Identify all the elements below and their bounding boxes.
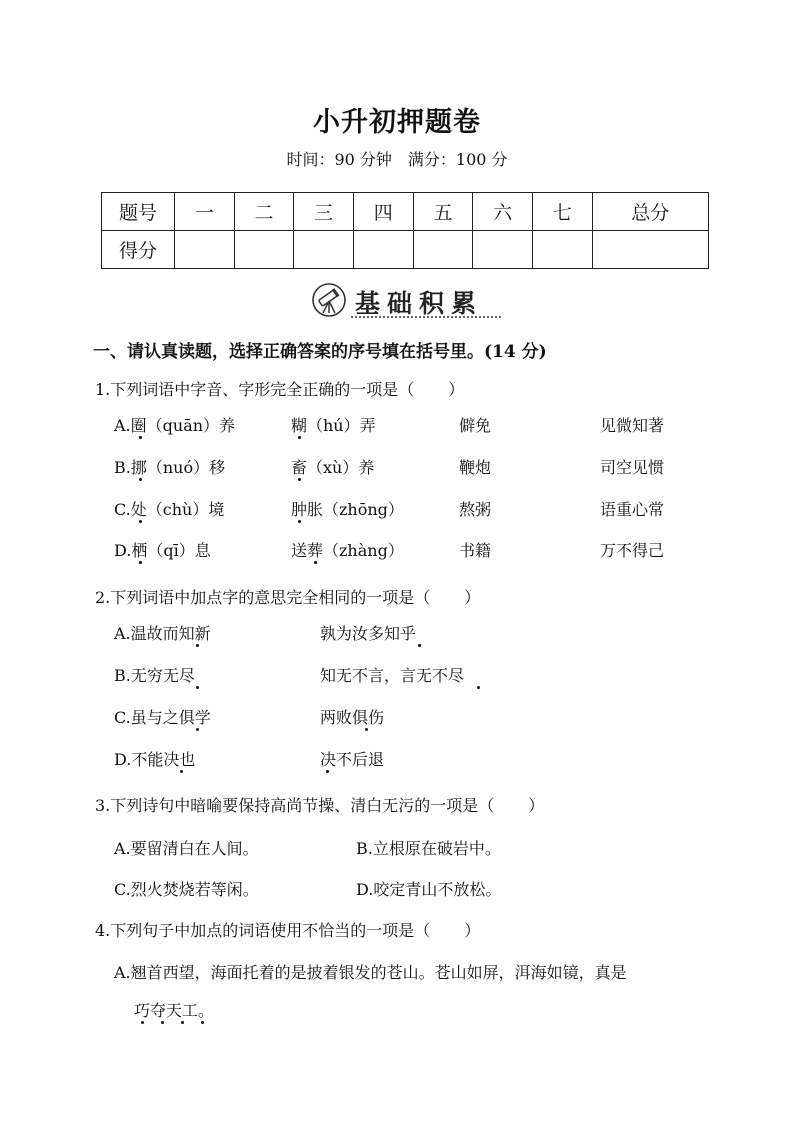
q2-option-c-compare: 两败俱伤 xyxy=(320,708,385,727)
telescope-icon xyxy=(311,282,347,318)
q2-option-d-compare: 决不后退 xyxy=(320,750,385,769)
emphasis-dot xyxy=(139,520,142,523)
score-cell[interactable] xyxy=(592,231,708,269)
emphasis-dot xyxy=(201,1021,204,1024)
q1-option-b-word2: 畜（xù）养 xyxy=(291,458,375,477)
emphasis-dot xyxy=(196,686,199,689)
score-table xyxy=(101,192,709,269)
q1-option-b[interactable]: B.挪（nuó）移 xyxy=(114,458,226,477)
emphasis-dot xyxy=(180,770,183,773)
question-3-stem: 3.下列诗句中暗喻要保持高尚节操、清白无污的一项是（ ） xyxy=(95,796,545,815)
emphasis-dot xyxy=(477,686,480,689)
emphasis-dot xyxy=(139,561,142,564)
column-header: 二 xyxy=(234,193,294,231)
q1-option-d-word2: 送葬（zhàng） xyxy=(291,541,404,560)
part-heading: 一、请认真读题，选择正确答案的序号填在括号里。(14 分) xyxy=(93,342,547,362)
q1-option-d[interactable]: D.栖（qī）息 xyxy=(114,541,211,560)
q1-option-a-word2: 糊（hú）弄 xyxy=(291,416,376,435)
emphasis-dot xyxy=(418,644,421,647)
q1-option-b-word4: 司空见惯 xyxy=(600,458,665,477)
emphasis-dot xyxy=(326,770,329,773)
q3-option-d[interactable]: D.咬定青山不放松。 xyxy=(356,880,502,899)
column-header: 三 xyxy=(294,193,354,231)
section-title: 基础积累 xyxy=(355,289,484,318)
score-table-score-row xyxy=(102,231,709,269)
q1-option-c-word4: 语重心常 xyxy=(600,500,665,519)
q1-option-d-word4: 万不得己 xyxy=(600,541,665,560)
score-cell[interactable] xyxy=(532,231,592,269)
score-cell[interactable] xyxy=(294,231,354,269)
q1-option-a-word4: 见微知著 xyxy=(600,416,665,435)
score-table-header-row xyxy=(102,193,709,231)
column-header: 一 xyxy=(175,193,235,231)
section-divider xyxy=(351,316,501,318)
emphasis-dot xyxy=(196,644,199,647)
column-header: 七 xyxy=(532,193,592,231)
q1-option-a-word3: 僻免 xyxy=(459,416,492,435)
emphasis-dot xyxy=(298,520,301,523)
q2-option-c[interactable]: C.虽与之俱学 xyxy=(114,708,211,727)
score-cell[interactable] xyxy=(234,231,294,269)
emphasis-dot xyxy=(141,1021,144,1024)
q1-option-d-word3: 书籍 xyxy=(459,541,492,560)
emphasis-dot xyxy=(196,728,199,731)
emphasis-dot xyxy=(365,728,368,731)
column-header: 六 xyxy=(473,193,533,231)
score-cell[interactable] xyxy=(413,231,473,269)
score-cell[interactable] xyxy=(175,231,235,269)
q2-option-d[interactable]: D.不能决也 xyxy=(114,750,196,769)
question-4-stem: 4.下列句子中加点的词语使用不恰当的一项是（ ） xyxy=(95,921,481,940)
score-cell[interactable] xyxy=(473,231,533,269)
q1-option-c-word3: 熬粥 xyxy=(459,500,492,519)
q2-option-b[interactable]: B.无穷无尽 xyxy=(114,666,195,685)
q3-option-a[interactable]: A.要留清白在人间。 xyxy=(114,839,259,858)
q1-option-a[interactable]: A.圈（quān）养 xyxy=(114,416,236,435)
row-label-score: 得分 xyxy=(102,231,175,269)
question-1-stem: 1.下列词语中字音、字形完全正确的一项是（ ） xyxy=(95,380,465,399)
emphasis-dot xyxy=(161,1021,164,1024)
q3-option-b[interactable]: B.立根原在破岩中。 xyxy=(356,839,501,858)
q2-option-a-compare: 孰为汝多知乎 xyxy=(320,624,417,643)
emphasis-dot xyxy=(314,561,317,564)
emphasis-dot xyxy=(298,436,301,439)
section-heading xyxy=(311,282,511,320)
q1-option-b-word3: 鞭炮 xyxy=(459,458,492,477)
q1-option-c[interactable]: C.处（chù）境 xyxy=(114,500,225,519)
column-header: 总分 xyxy=(592,193,708,231)
emphasis-dot xyxy=(139,478,142,481)
emphasis-dot xyxy=(298,478,301,481)
question-2-stem: 2.下列词语中加点字的意思完全相同的一项是（ ） xyxy=(95,588,481,607)
q2-option-a[interactable]: A.温故而知新 xyxy=(114,624,211,643)
q1-option-c-word2: 肿胀（zhōng） xyxy=(291,500,404,519)
emphasis-dot xyxy=(181,1021,184,1024)
q3-option-c[interactable]: C.烈火焚烧若等闲。 xyxy=(114,880,259,899)
q4-option-a-continued: 巧夺天工。 xyxy=(134,1001,215,1020)
q2-option-b-compare: 知无不言，言无不尽 xyxy=(320,666,465,685)
page-title: 小升初押题卷 xyxy=(313,107,481,138)
column-header: 四 xyxy=(353,193,413,231)
exam-info: 时间：90 分钟 满分：100 分 xyxy=(286,150,508,169)
column-header: 五 xyxy=(413,193,473,231)
score-cell[interactable] xyxy=(353,231,413,269)
q4-option-a[interactable]: A.翘首西望，海面托着的是披着银发的苍山。苍山如屏，洱海如镜，真是 xyxy=(114,963,627,982)
emphasis-dot xyxy=(139,436,142,439)
row-label-question-number: 题号 xyxy=(102,193,175,231)
